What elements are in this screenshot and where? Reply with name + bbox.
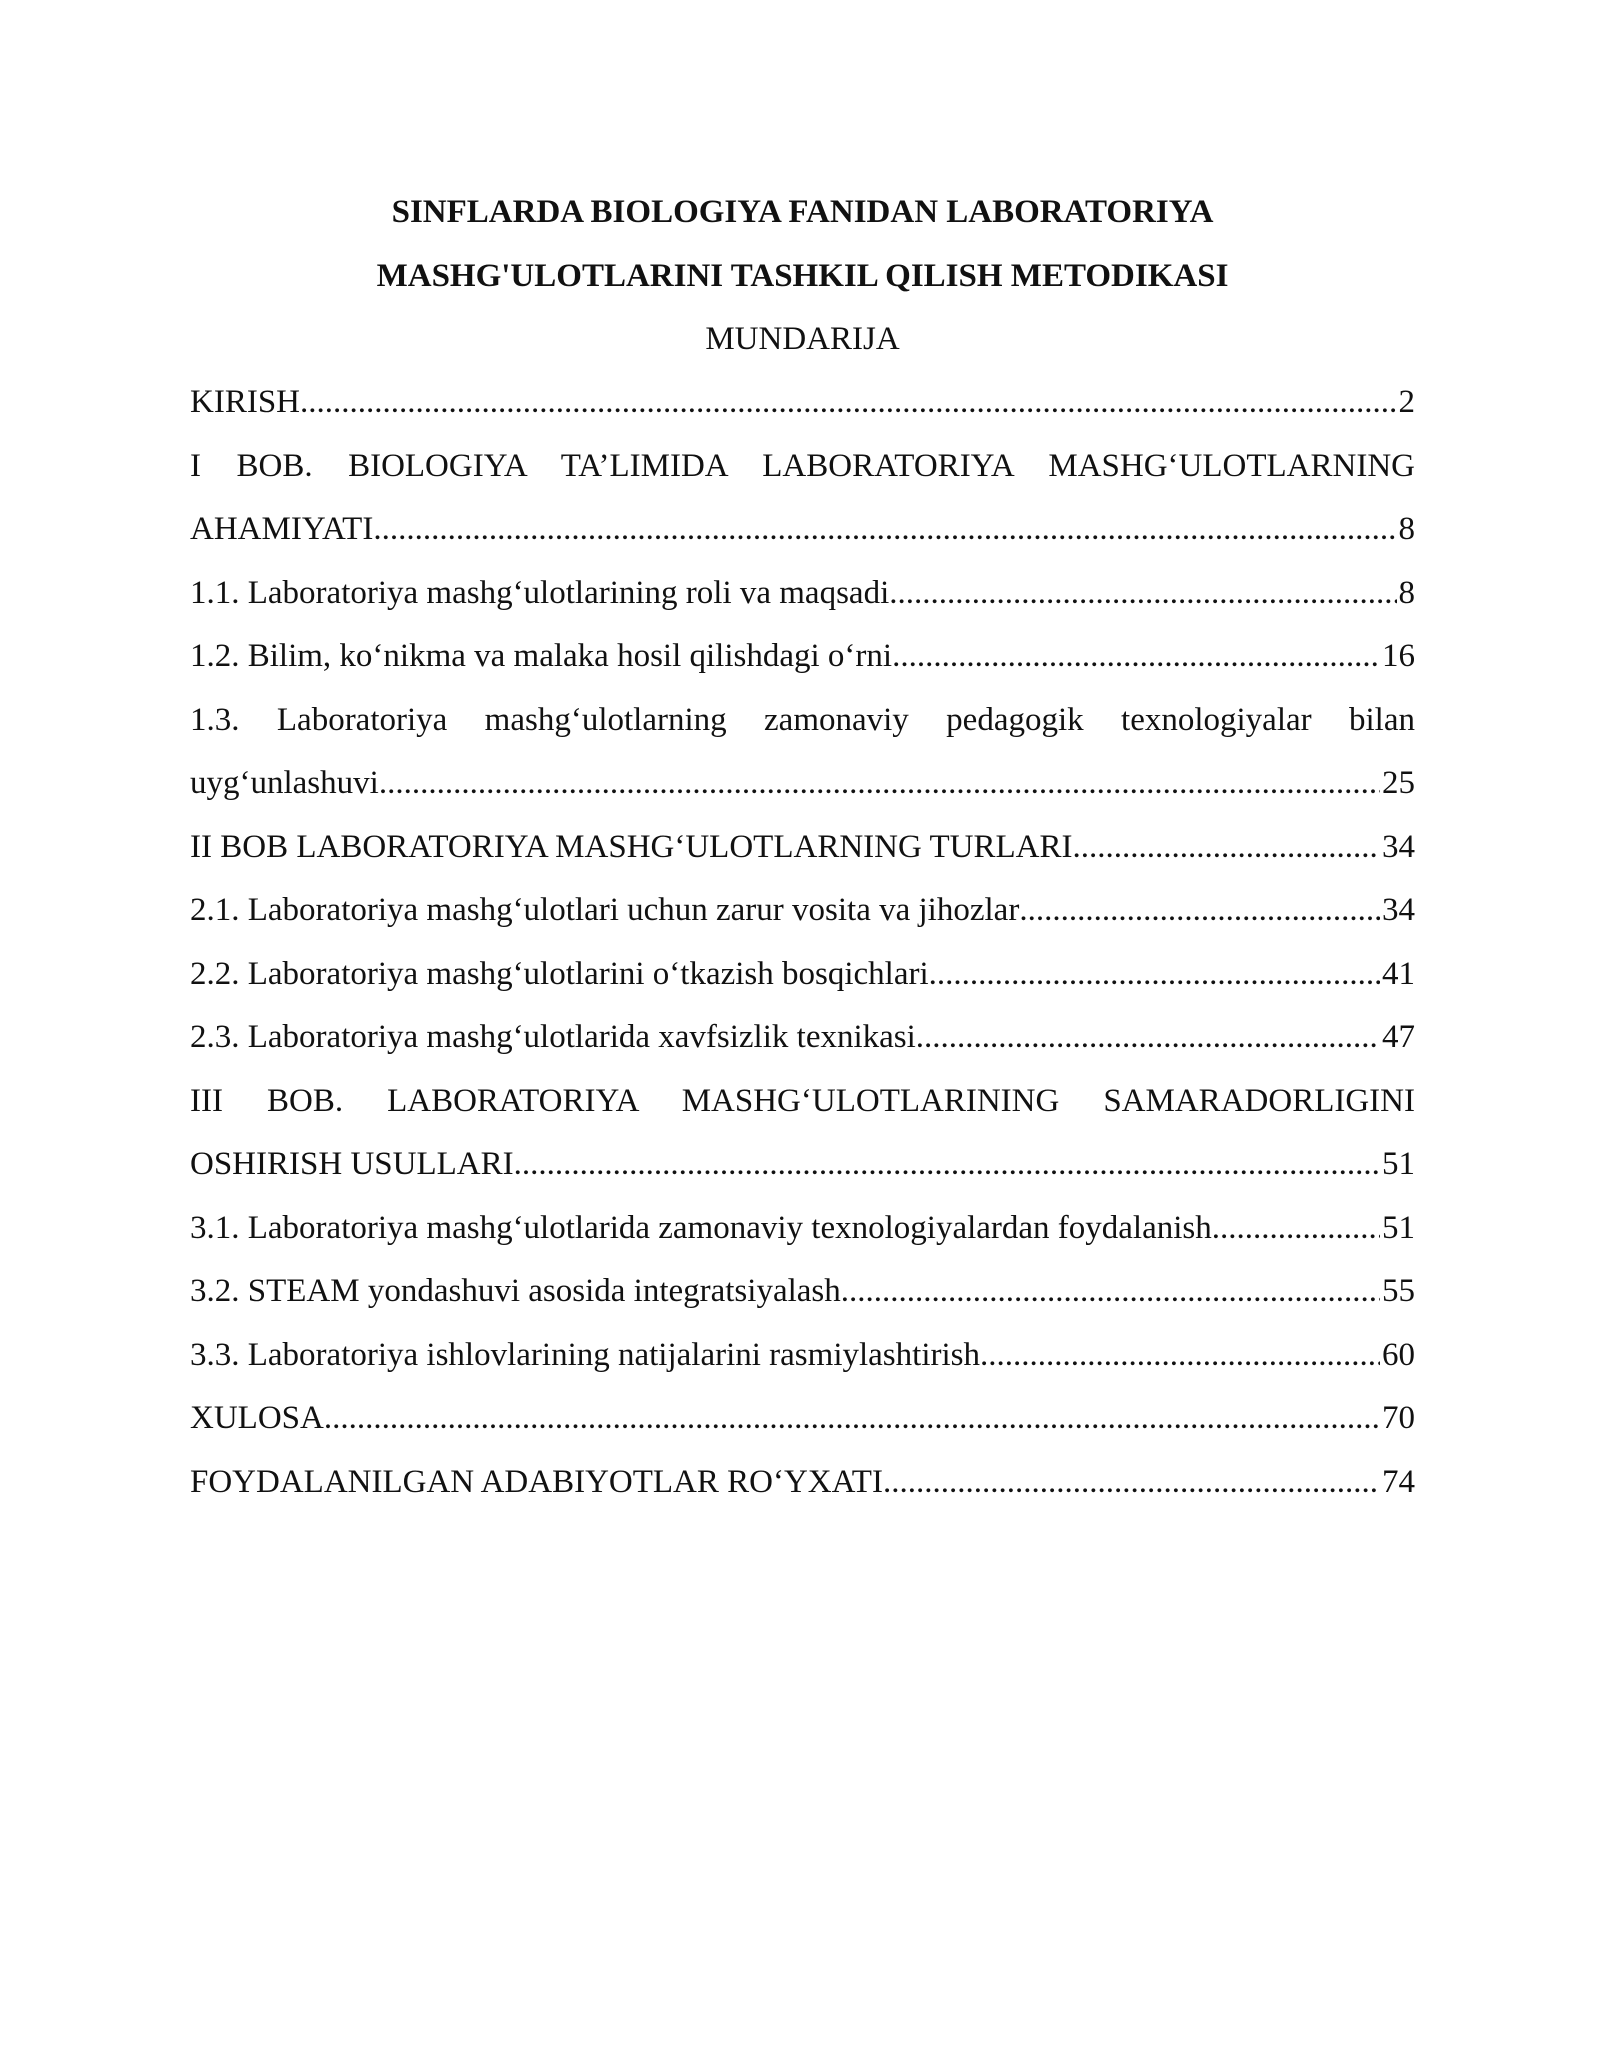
toc-entry-page: 2: [1398, 384, 1415, 420]
toc-entry-3-3[interactable]: [190, 1324, 1415, 1388]
toc-entry-page: 25: [1382, 765, 1415, 801]
toc-entry-label: 2.2. Laboratoriya mashg‘ulotlarini o‘tkazish bosqichlari: [190, 955, 929, 992]
toc-entry-page: 16: [1382, 638, 1415, 674]
toc-entry-chapter-3[interactable]: [190, 1133, 1415, 1197]
toc-entry-xulosa[interactable]: [190, 1387, 1415, 1451]
toc-entry-1-3-line-1[interactable]: [190, 689, 1415, 753]
toc-entry-label: 2.3. Laboratoriya mashg‘ulotlarida xavfsizlik texnikasi: [190, 1019, 916, 1055]
toc-leader-dots: [841, 1260, 1380, 1324]
toc-entry-page: 34: [1382, 828, 1415, 865]
toc-entry-label: FOYDALANILGAN ADABIYOTLAR RO‘YXATI: [190, 1463, 883, 1500]
toc-entry-chapter-1[interactable]: [190, 498, 1415, 562]
toc-entry-adabiyotlar[interactable]: [190, 1451, 1415, 1515]
toc-leader-dots: [892, 625, 1380, 689]
toc-entry-2-3[interactable]: [190, 1006, 1415, 1070]
toc-entry-label: AHAMIYATI: [190, 511, 374, 547]
table-of-contents: [190, 371, 1415, 1514]
toc-entry-3-2[interactable]: [190, 1260, 1415, 1324]
toc-leader-dots: [1019, 879, 1380, 943]
toc-entry-3-1[interactable]: [190, 1197, 1415, 1261]
toc-entry-page: 8: [1398, 574, 1415, 611]
toc-entry-page: 8: [1398, 511, 1415, 547]
toc-entry-1-2[interactable]: [190, 625, 1415, 689]
toc-entry-kirish[interactable]: [190, 371, 1415, 435]
toc-entry-2-1[interactable]: [190, 879, 1415, 943]
toc-leader-dots: [1212, 1197, 1380, 1261]
toc-entry-label: 3.1. Laboratoriya mashg‘ulotlarida zamonaviy texnologiyalardan foydalanish: [190, 1209, 1212, 1246]
document-title-line-1: SINFLARDA BIOLOGIYA FANIDAN LABORATORIYA: [391, 194, 1214, 230]
toc-leader-dots: [916, 1006, 1380, 1070]
toc-entry-1-1[interactable]: [190, 562, 1415, 626]
toc-entry-label: uyg‘unlashuvi: [190, 765, 379, 801]
toc-leader-dots: [889, 562, 1396, 626]
toc-entry-page: 55: [1382, 1273, 1415, 1309]
toc-entry-2-2[interactable]: [190, 943, 1415, 1007]
toc-entry-label: 3.2. STEAM yondashuvi asosida integratsiyalash: [190, 1273, 841, 1309]
toc-entry-chapter-1-line-1[interactable]: [190, 435, 1415, 499]
toc-entry-label: 2.1. Laboratoriya mashg‘ulotlari uchun zarur vosita va jihozlar: [190, 892, 1020, 928]
toc-leader-dots: [1072, 816, 1380, 880]
toc-entry-1-3[interactable]: [190, 752, 1415, 816]
toc-leader-dots: [300, 371, 1396, 435]
toc-leader-dots: [883, 1451, 1380, 1515]
toc-entry-page: 51: [1382, 1146, 1415, 1182]
toc-leader-dots: [324, 1387, 1380, 1451]
toc-entry-chapter-3-line-1[interactable]: [190, 1070, 1415, 1134]
toc-entry-label: 3.3. Laboratoriya ishlovlarining natijalarini rasmiylashtirish: [190, 1336, 980, 1373]
toc-entry-label: II BOB LABORATORIYA MASHG‘ULOTLARNING TURLARI: [190, 828, 1073, 865]
toc-entry-page: 60: [1382, 1336, 1415, 1373]
toc-entry-label: I BOB. BIOLOGIYA TA’LIMIDA LABORATORIYA MASHG‘ULOTLARNING: [190, 447, 1415, 484]
toc-leader-dots: [980, 1324, 1380, 1388]
toc-entry-page: 34: [1382, 892, 1415, 928]
document-content: [190, 180, 1415, 1514]
document-title-line-2: MASHG'ULOTLARINI TASHKIL QILISH METODIKASI: [376, 258, 1229, 294]
toc-entry-page: 41: [1382, 955, 1415, 992]
toc-heading: MUNDARIJA: [705, 321, 900, 357]
toc-leader-dots: [514, 1133, 1380, 1197]
toc-entry-label: 1.1. Laboratoriya mashg‘ulotlarining roli va maqsadi: [190, 574, 890, 611]
toc-entry-label: III BOB. LABORATORIYA MASHG‘ULOTLARINING SAMARADORLIGINI: [190, 1082, 1415, 1119]
toc-entry-label: 1.3. Laboratoriya mashg‘ulotlarning zamonaviy pedagogik texnologiyalar bilan: [190, 701, 1415, 738]
toc-entry-label: KIRISH: [190, 384, 301, 420]
toc-entry-chapter-2[interactable]: [190, 816, 1415, 880]
toc-entry-page: 51: [1382, 1209, 1415, 1246]
toc-entry-page: 47: [1382, 1019, 1415, 1055]
toc-leader-dots: [929, 943, 1380, 1007]
toc-leader-dots: [373, 498, 1396, 562]
toc-entry-page: 70: [1382, 1400, 1415, 1436]
toc-entry-label: OSHIRISH USULLARI: [190, 1146, 514, 1182]
toc-entry-label: XULOSA: [190, 1400, 324, 1436]
toc-entry-page: 74: [1382, 1463, 1415, 1500]
toc-entry-label: 1.2. Bilim, ko‘nikma va malaka hosil qilishdagi o‘rni: [190, 638, 893, 674]
toc-leader-dots: [379, 752, 1380, 816]
